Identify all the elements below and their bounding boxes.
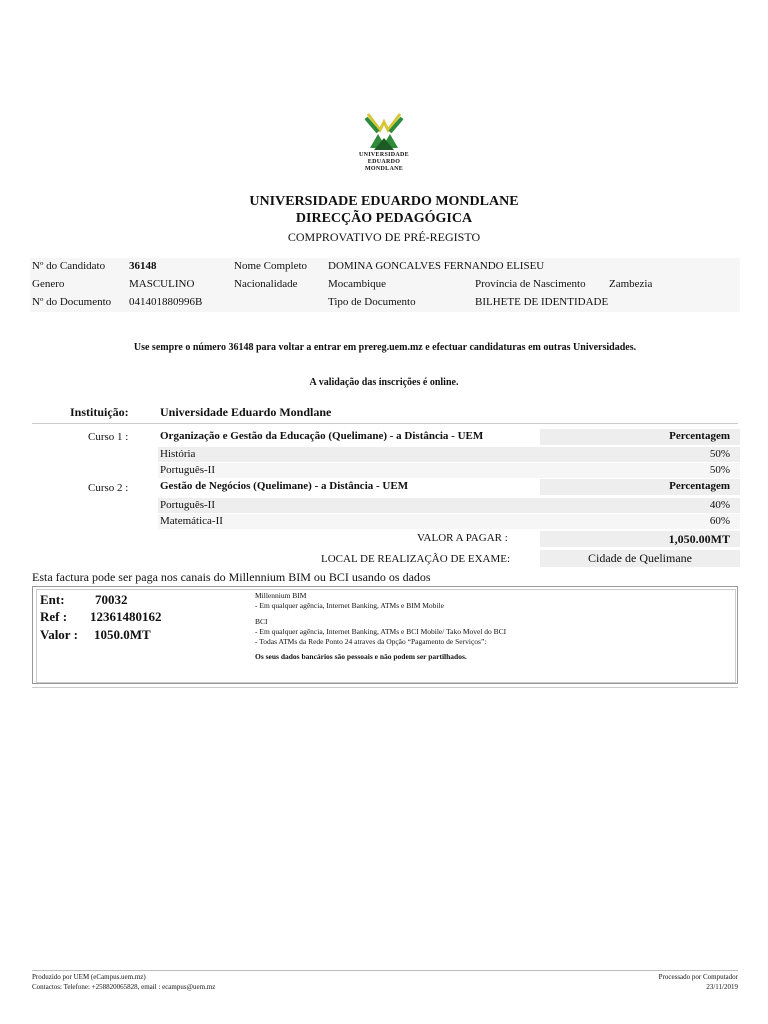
subject-row xyxy=(158,447,740,462)
footer-contacts: Contactos: Telefone: +258820065828, email : ecampus@uem.mz xyxy=(32,983,216,991)
subject-name: História xyxy=(160,448,196,460)
document-type: BILHETE DE IDENTIDADE xyxy=(475,296,609,308)
footer-produced: Produzido por UEM (eCampus.uem.mz) xyxy=(32,973,146,981)
logo-text-line: UNIVERSIDADE xyxy=(359,152,409,158)
course-2-label: Curso 2 : xyxy=(88,482,129,494)
footer-date: 23/11/2019 xyxy=(706,983,738,991)
subject-row xyxy=(158,498,740,513)
full-name: DOMINA GONCALVES FERNANDO ELISEU xyxy=(328,260,545,272)
subject-name: Português-II xyxy=(160,499,215,511)
document-number-label: Nº do Documento xyxy=(32,296,112,308)
amount-due-label: VALOR A PAGAR : xyxy=(417,532,508,544)
subject-percent: 50% xyxy=(709,448,730,460)
uem-emblem-icon xyxy=(358,108,410,156)
subject-percent: 60% xyxy=(709,515,730,527)
course-2-name: Gestão de Negócios (Quelimane) - a Distância - UEM xyxy=(160,480,409,492)
entity-label: Ent: xyxy=(40,592,65,607)
divider xyxy=(32,687,738,688)
subject-row xyxy=(158,514,740,529)
subject-name: Matemática-II xyxy=(160,515,223,527)
gender-label: Genero xyxy=(32,278,65,290)
nationality-label: Nacionalidade xyxy=(234,278,298,290)
course-1-label: Curso 1 : xyxy=(88,431,129,443)
exam-location-label: LOCAL DE REALIZAÇÃO DE EXAME: xyxy=(321,553,511,565)
bci-atm-channels: - Todas ATMs da Rede Ponto 24 atraves da Opção “Pagamento de Serviços”: xyxy=(255,637,487,646)
validation-notice: A validação das inscrições é online. xyxy=(309,377,459,388)
reference-label: Ref : xyxy=(40,609,68,624)
candidate-number-notice: Use sempre o número 36148 para voltar a entrar em prereg.uem.mz e efectuar candidaturas em outras Universidades. xyxy=(133,342,637,353)
logo-text-line: MONDLANE xyxy=(364,166,404,172)
university-title: UNIVERSIDADE EDUARDO MONDLANE xyxy=(249,194,519,209)
institution-label: Instituição: xyxy=(70,405,129,419)
entity-number: 70032 xyxy=(95,592,128,607)
subject-percent: 40% xyxy=(709,499,730,511)
divider xyxy=(32,423,738,424)
document-title: COMPROVATIVO DE PRÉ-REGISTO xyxy=(287,230,481,244)
department-title: DIRECÇÃO PEDAGÓGICA xyxy=(295,211,473,226)
document-type-label: Tipo de Documento xyxy=(328,296,416,308)
bim-channels: - Em qualquer agência, Internet Banking, ATMs e BIM Mobile xyxy=(255,601,444,610)
subject-percent: 50% xyxy=(709,464,730,476)
birth-province-label: Província de Nascimento xyxy=(475,278,586,290)
subject-row xyxy=(158,463,740,478)
nationality: Mocambique xyxy=(328,278,387,290)
course-1-header xyxy=(158,429,740,445)
reference-number: 12361480162 xyxy=(90,609,162,624)
privacy-warning: Os seus dados bancários são pessoais e não podem ser partilhados. xyxy=(255,652,467,661)
subject-name: Português-II xyxy=(160,464,215,476)
footer-processed: Processado por Computador xyxy=(658,973,738,981)
bci-title: BCI xyxy=(255,617,268,626)
bci-channels: - Em qualquer agência, Internet Banking, ATMs e BCI Mobile/ Tako Movel do BCI xyxy=(255,627,507,636)
gender: MASCULINO xyxy=(129,278,195,290)
footer-divider xyxy=(32,970,738,971)
course-1-percent-header: Percentagem xyxy=(669,430,730,442)
candidate-number-label: Nº do Candidato xyxy=(32,260,106,272)
institution-name: Universidade Eduardo Mondlane xyxy=(160,405,332,419)
payment-info: Esta factura pode ser paga nos canais do Millennium BIM ou BCI usando os dados xyxy=(32,570,431,584)
full-name-label: Nome Completo xyxy=(234,260,308,272)
course-2-header xyxy=(158,479,740,495)
document-number: 041401880996B xyxy=(129,296,203,308)
course-2-percent-header: Percentagem xyxy=(669,480,730,492)
amount-due: 1,050.00MT xyxy=(668,532,730,546)
value-label: Valor : xyxy=(40,627,78,642)
exam-location: Cidade de Quelimane xyxy=(588,551,692,565)
bim-title: Millennium BIM xyxy=(255,591,307,600)
birth-province: Zambezia xyxy=(609,278,653,290)
logo-text-line: EDUARDO xyxy=(367,159,401,165)
value-amount: 1050.0MT xyxy=(94,627,151,642)
candidate-number: 36148 xyxy=(129,260,157,272)
logo-text xyxy=(349,152,419,173)
course-1-name: Organização e Gestão da Educação (Quelimane) - a Distância - UEM xyxy=(160,430,484,442)
